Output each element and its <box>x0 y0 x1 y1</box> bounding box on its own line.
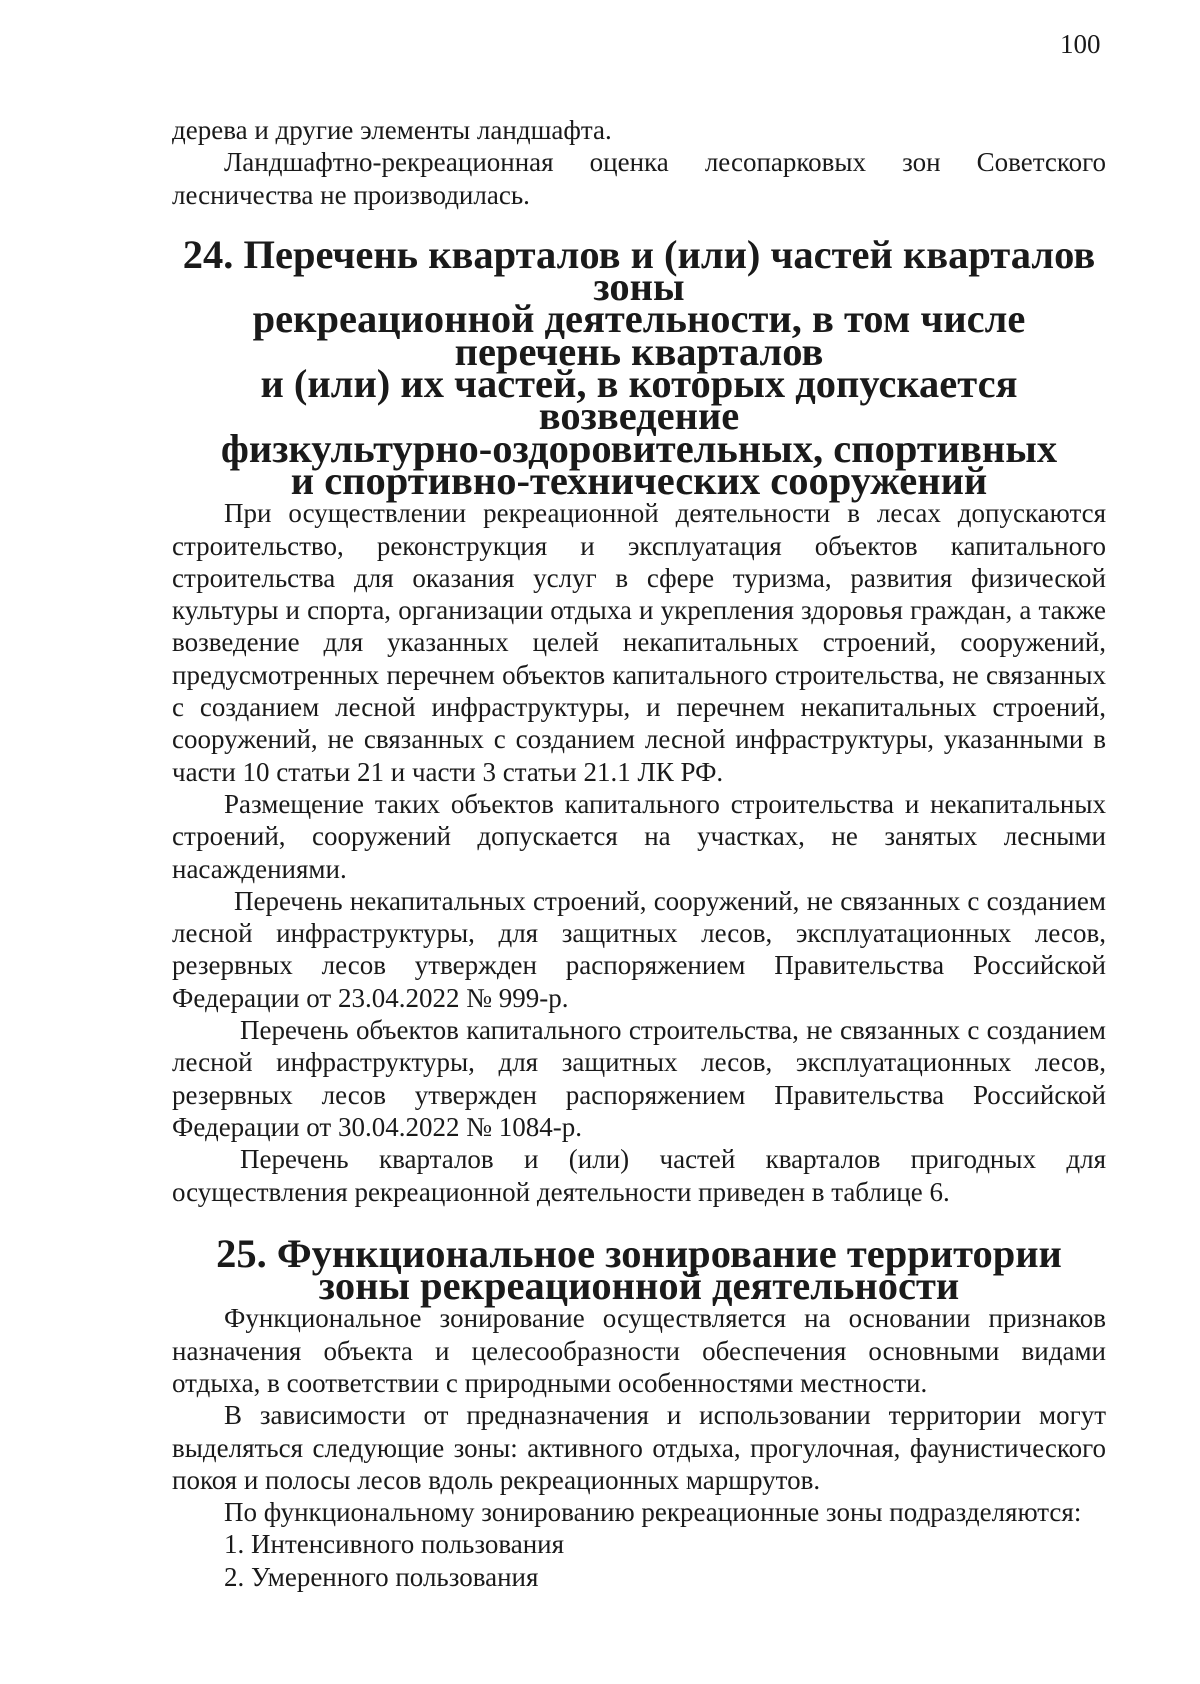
section-25-paragraph-3: По функциональному зонированию рекреационные зоны подразделяются: <box>224 1497 1082 1528</box>
section-24-heading-line: рекреационной деятельности, в том числе перечень кварталов <box>252 296 1026 374</box>
list-item: 2. Умеренного пользования <box>224 1561 539 1592</box>
section-24-paragraph-2: Размещение таких объектов капитального строительства и некапитальных строений, сооружений допускается на участках, не занятых лесными насаждениями. <box>172 788 1106 884</box>
intro-paragraph-1: дерева и другие элементы ландшафта. <box>172 115 612 145</box>
section-24-paragraph-5: Перечень кварталов и (или) частей кварталов пригодных для осуществления рекреационной деятельности приведен в таблице 6. <box>172 1144 1106 1207</box>
section-25-heading-line: 25. Функциональное зонирование территории <box>216 1230 1062 1276</box>
section-24-heading-line: физкультурно-оздоровительных, спортивных <box>220 425 1058 471</box>
section-24-paragraph-4: Перечень объектов капитального строительства, не связанных с созданием лесной инфраструктуры, для защитных лесов, эксплуатационных лесов, резервных лесов утвержден распоряжением Правительства Российской Федерации от 30.04.2022 № 1084-р. <box>172 1015 1106 1142</box>
section-24-heading-line: и спортивно-технических сооружений <box>290 457 988 503</box>
page-number: 100 <box>1060 29 1101 59</box>
list-item: 1. Интенсивного пользования <box>224 1529 565 1560</box>
page-content <box>172 114 1106 1593</box>
section-25-heading <box>172 1230 1106 1309</box>
section-24-heading-line: и (или) их частей, в которых допускается возведение <box>260 361 1018 439</box>
section-24-heading-line: 24. Перечень кварталов и (или) частей кварталов зоны <box>182 231 1096 310</box>
section-25-paragraph-1: Функциональное зонирование осуществляется на основании признаков назначения объекта и целесообразности обеспечения основными видами отдыха, в соответствии с природными особенностями местности. <box>172 1303 1106 1398</box>
section-24-heading <box>172 231 1106 503</box>
intro-paragraph-2: Ландшафтно-рекреационная оценка лесопарковых зон Советского лесничества не производилась. <box>172 147 1106 210</box>
section-24-paragraph-3: Перечень некапитальных строений, сооружений, не связанных с созданием лесной инфраструктуры, для защитных лесов, эксплуатационных лесов, резервных лесов утвержден распоряжением Правительства Российской Федерации от 23.04.2022 № 999-р. <box>172 885 1106 1013</box>
section-25-paragraph-2: В зависимости от предназначения и использовании территории могут выделяться следующие зоны: активного отдыха, прогулочная, фаунистического покоя и полосы лесов вдоль рекреационных маршрутов. <box>172 1400 1106 1495</box>
section-24-paragraph-1: При осуществлении рекреационной деятельности в лесах допускаются строительство, реконструкция и эксплуатация объектов капитального строительства для оказания услуг в сфере туризма, развития физической культуры и спорта, организации отдыха и укрепления здоровья граждан, а также возведение для указанных целей некапитальных строений, сооружений, предусмотренных перечнем объектов капитального строительства, не связанных с созданием лесной инфраструктуры, и перечнем некапитальных строений, сооружений, не связанных с созданием лесной инфраструктуры, указанными в части 10 статьи 21 и части 3 статьи 21.1 ЛК РФ. <box>172 498 1106 787</box>
section-25-heading-line: зоны рекреационной деятельности <box>318 1263 960 1309</box>
